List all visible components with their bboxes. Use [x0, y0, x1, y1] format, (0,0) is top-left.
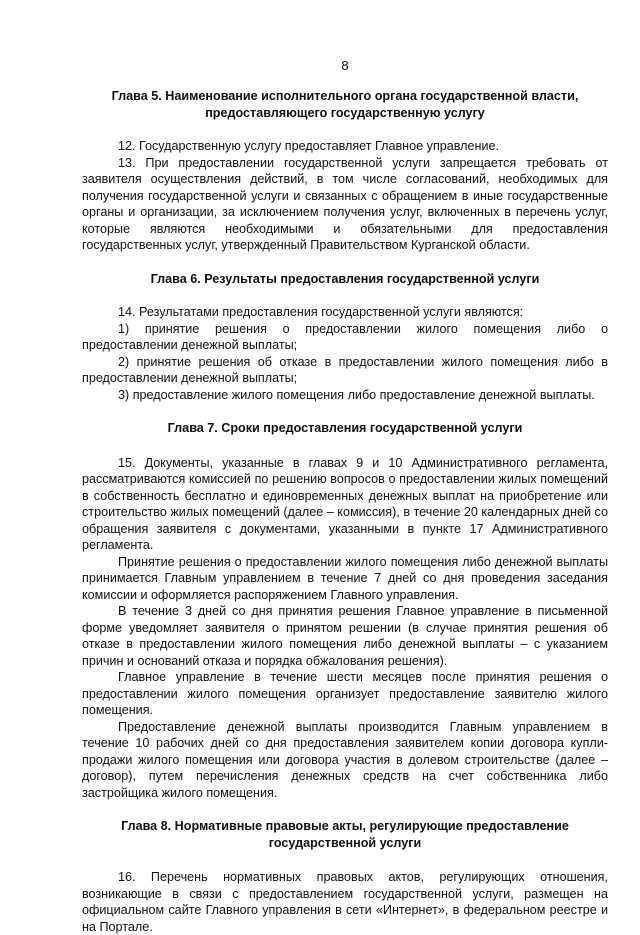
- chapter-5-heading-line-2: предоставляющего государственную услугу: [205, 105, 485, 120]
- chapter-8-heading: [82, 818, 608, 851]
- paragraph-15-notification: В течение 3 дней со дня принятия решения Главное управление в письменной форме уведомляет заявителя о принятом решении (в случае принятия решения об отказе в предоставлении жилого помещения либо денежной выплаты – с указанием причин и оснований отказа и порядка обжалования решения).: [82, 604, 608, 668]
- chapter-5-heading: [82, 88, 608, 121]
- paragraph-15-housing: Главное управление в течение шести месяцев после принятия решения о предоставлении жилого помещения организует предоставление заявителю жилого помещения.: [82, 670, 608, 717]
- chapter-5-heading-line-1: Глава 5. Наименование исполнительного органа государственной власти,: [111, 89, 579, 103]
- paragraph-15-payment: Предоставление денежной выплаты производится Главным управлением в течение 10 рабочих дней со дня предоставления заявителем копии договора купли-продажи жилого помещения или договора участия в долевом строительстве (далее – договор), путем перечисления денежных средств на счет собственника либо застройщика жилого помещения.: [82, 719, 608, 800]
- chapter-7-heading: Глава 7. Сроки предоставления государственной услуги: [167, 421, 523, 435]
- paragraph-15-decision: Принятие решения о предоставлении жилого помещения либо денежной выплаты принимается Главным управлением в течение 7 дней со дня проведения заседания комиссии и оформляется распоряжением Главного управления.: [82, 554, 608, 602]
- page-number: 8: [341, 58, 349, 73]
- list-item-result-3: 3) предоставление жилого помещения либо предоставление денежной выплаты.: [118, 387, 595, 402]
- paragraph-15: 15. Документы, указанные в главах 9 и 10 Административного регламента, рассматриваются комиссией по решению вопросов о предоставлении жилых помещений в собственность бесплатно и единовременных денежных выплат на приобретение или строительство жилых помещений (далее – комиссия), в течение 20 календарных дней со обращения заявителя с документами, указанными в пункте 17 Административного регламента.: [82, 455, 608, 552]
- chapter-8-heading-line-1: Глава 8. Нормативные правовые акты, регулирующие предоставление: [121, 819, 569, 833]
- list-item-result-2: 2) принятие решения об отказе в предоставлении жилого помещения либо в предоставлении денежной выплаты;: [82, 354, 608, 385]
- paragraph-12: 12. Государственную услугу предоставляет Главное управление.: [118, 139, 500, 153]
- paragraph-13: 13. При предоставлении государственной услуги запрещается требовать от заявителя осуществления действий, в том числе согласований, необходимых для получения государственной услуги и связанных с обращением в иные государственные органы и организации, за исключением получения услуг, включенных в перечень услуг, которые являются необходимыми и обязательными для предоставления государственных услуг, утвержденный Правительством Курганской области.: [82, 155, 608, 252]
- paragraph-16: 16. Перечень нормативных правовых актов, регулирующих отношения, возникающие в связи с предоставлением государственной услуги, размещен на официальном сайте Главного управления в сети «Интернет», в федеральном реестре и на Портале.: [82, 870, 608, 934]
- chapter-8-heading-line-2: государственной услуги: [268, 835, 422, 850]
- document-page: [82, 58, 608, 935]
- paragraph-14: 14. Результатами предоставления государственной услуги являются:: [118, 305, 524, 319]
- chapter-6-heading: Глава 6. Результаты предоставления государственной услуги: [150, 271, 540, 286]
- list-item-result-1: 1) принятие решения о предоставлении жилого помещения либо о предоставлении денежной выплаты;: [82, 321, 608, 352]
